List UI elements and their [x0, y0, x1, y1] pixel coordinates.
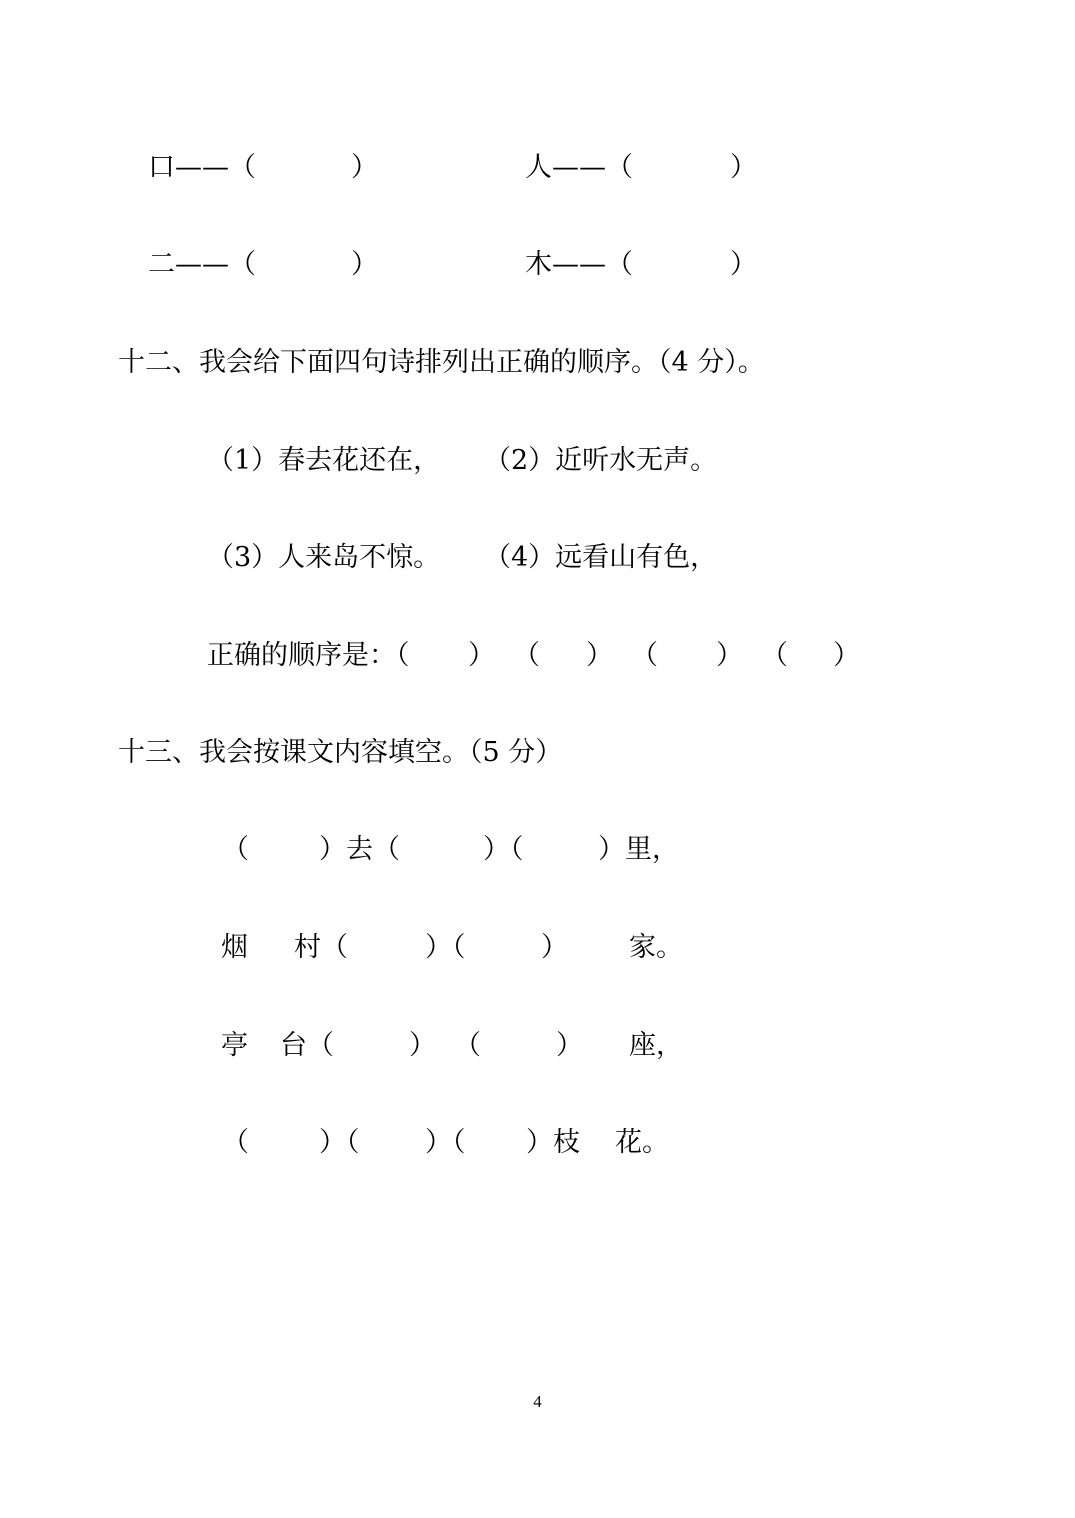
answer-blank: （	[631, 640, 658, 671]
fill-segment: ）（	[319, 1127, 360, 1158]
section-12-title: 十二、我会给下面四句诗排列出正确的顺序。（4 分）。	[118, 347, 765, 378]
poem-line-1: （1）春去花还在，	[207, 445, 441, 476]
answer-blank: ）	[586, 640, 613, 671]
poem-line-3: （3）人来岛不惊。	[207, 542, 441, 573]
fill-segment: ）	[556, 1030, 583, 1061]
poem-line-4: （4）远看山有色，	[484, 542, 718, 573]
answer-label: 正确的顺序是：（	[207, 640, 410, 671]
section-13-title-row	[0, 733, 1075, 773]
fill-segment: 烟	[221, 932, 248, 963]
section-13-title: 十三、我会按课文内容填空。（5 分）	[118, 737, 563, 768]
radical-prompt: 人——（	[525, 152, 633, 183]
fill-segment: 家。	[629, 932, 683, 963]
fill-segment: ）枝	[526, 1127, 580, 1158]
fill-segment: （	[454, 1030, 481, 1061]
radical-row-2	[0, 245, 1075, 285]
answer-blank: （	[761, 640, 788, 671]
poem-row-2	[0, 538, 1075, 578]
radical-row-1	[0, 148, 1075, 188]
fill-segment: ）（	[483, 834, 524, 865]
radical-prompt: 木——（	[525, 249, 633, 280]
blank-close: ）	[351, 249, 378, 280]
radical-prompt: 二——（	[148, 249, 256, 280]
poem-row-1	[0, 441, 1075, 481]
radical-prompt: 口——（	[148, 152, 256, 183]
poem-line-2: （2）近听水无声。	[484, 445, 718, 476]
answer-blank: （	[513, 640, 540, 671]
fill-row-3	[0, 1026, 1075, 1066]
fill-row-1	[0, 830, 1075, 870]
answer-blank: ）	[833, 640, 860, 671]
blank-close: ）	[730, 152, 757, 183]
section-12-title-row	[0, 343, 1075, 383]
fill-segment: 村（	[294, 932, 348, 963]
answer-blank: ）	[468, 640, 495, 671]
fill-segment: 座，	[629, 1030, 683, 1061]
blank-close: ）	[351, 152, 378, 183]
blank-close: ）	[730, 249, 757, 280]
fill-segment: 花。	[615, 1127, 669, 1158]
fill-segment: 亭	[221, 1030, 248, 1061]
fill-segment: 台（	[280, 1030, 334, 1061]
fill-segment: （	[222, 1127, 249, 1158]
answer-row	[0, 636, 1075, 676]
page-number: 4	[533, 1392, 542, 1411]
fill-segment: （	[222, 834, 249, 865]
fill-segment: ）去（	[319, 834, 400, 865]
fill-segment: ）	[541, 932, 568, 963]
fill-segment: ）	[409, 1030, 436, 1061]
fill-segment: ）（	[425, 1127, 466, 1158]
answer-blank: ）	[716, 640, 743, 671]
fill-row-2	[0, 928, 1075, 968]
fill-row-4	[0, 1123, 1075, 1163]
fill-segment: ）里，	[598, 834, 679, 865]
fill-segment: ）（	[425, 932, 466, 963]
